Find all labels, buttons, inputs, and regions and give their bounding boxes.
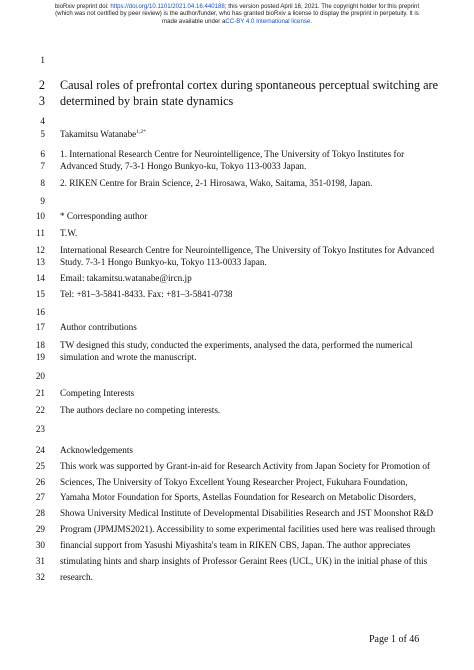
line-text-content: research. <box>60 572 93 582</box>
line-text-content: International Research Centre for Neurointelligence, The University of Tokyo Institutes for Advanced <box>60 245 435 255</box>
line-text <box>60 540 410 551</box>
line-text-content: Competing Interests <box>60 388 135 398</box>
line-text <box>60 388 134 399</box>
line-text-content: The authors declare no competing interests. <box>60 405 221 415</box>
line-number: 22 <box>35 405 45 415</box>
line-text <box>60 352 197 363</box>
line-number: 8 <box>40 178 45 188</box>
line-text-content: Sciences, The University of Tokyo Excellent Young Researcher Project, Fukuhara Foundation, <box>60 477 408 487</box>
line-text-content: Author contributions <box>60 322 137 332</box>
line-number: 21 <box>35 388 45 398</box>
line-text-content: Email: takamitsu.watanabe@ircn.jp <box>60 273 192 283</box>
line-text-content: financial support from Yasushi Miyashita's team in RIKEN CBS, Japan. The author appreciates <box>60 540 411 550</box>
line-number: 17 <box>35 322 45 332</box>
line-text-content: stimulating hints and sharp insights of Professor Geraint Rees (UCL, UK) in the initial phase of this <box>60 556 428 566</box>
line-text-content: simulation and wrote the manuscript. <box>60 352 197 362</box>
line-number: 24 <box>35 445 45 455</box>
header-line-3 <box>20 18 454 25</box>
line-text <box>60 289 233 300</box>
line-text <box>60 322 137 333</box>
line-text <box>60 477 408 488</box>
line-number: 32 <box>35 572 45 582</box>
line-text <box>60 178 372 189</box>
line-text-content: * Corresponding author <box>60 211 148 221</box>
header-text: bioRxiv preprint doi: <box>54 3 111 10</box>
header-text: . <box>310 17 312 25</box>
line-text <box>60 445 133 456</box>
line-number: 26 <box>35 477 45 487</box>
preprint-header <box>20 3 454 25</box>
license-link[interactable]: CC-BY 4.0 International license <box>225 17 311 25</box>
line-number: 2 <box>38 78 45 92</box>
line-text-content: Showa University Medical Institute of Developmental Disabilities Research and JST Moonshot R&D <box>60 508 434 518</box>
line-text-content: Causal roles of prefrontal cortex during spontaneous perceptual switching are <box>60 78 439 92</box>
line-text-content: Acknowledgements <box>60 445 133 455</box>
line-number: 14 <box>35 273 45 283</box>
line-text <box>60 80 438 91</box>
header-text: made available under a <box>162 17 226 25</box>
line-number: 3 <box>38 94 45 108</box>
line-number: 29 <box>35 524 45 534</box>
line-number: 20 <box>35 371 45 381</box>
line-text <box>60 96 233 107</box>
line-number: 7 <box>40 161 45 171</box>
line-text <box>60 245 434 256</box>
line-text <box>60 129 146 140</box>
header-line-1 <box>20 3 454 10</box>
line-number: 16 <box>35 307 45 317</box>
line-text <box>60 524 435 535</box>
line-number: 12 <box>35 245 45 255</box>
line-text-content: 2. RIKEN Centre for Brain Science, 2-1 Hirosawa, Wako, Saitama, 351-0198, Japan. <box>60 178 373 188</box>
line-text <box>60 405 220 416</box>
line-number: 6 <box>40 149 45 159</box>
line-number: 28 <box>35 508 45 518</box>
line-text-content: 1. International Research Centre for Neurointelligence, The University of Tokyo Institutes for <box>60 149 405 159</box>
line-text-content: Tel: +81–3-5841-8433. Fax: +81–3-5841-0738 <box>60 289 233 299</box>
line-text <box>60 161 306 172</box>
line-text <box>60 508 433 519</box>
line-text <box>60 273 192 284</box>
line-number: 19 <box>35 352 45 362</box>
line-text <box>60 149 404 160</box>
line-number: 25 <box>35 461 45 471</box>
line-text-content: Program (JPMJMS2021). Accessibility to some experimental facilities used here was realised through <box>60 524 436 534</box>
line-number: 27 <box>35 492 45 502</box>
line-number: 15 <box>35 289 45 299</box>
line-text <box>60 556 427 567</box>
line-text <box>60 228 77 239</box>
line-text <box>60 257 267 268</box>
line-number: 13 <box>35 257 45 267</box>
header-text: ; this version posted April 16, 2021. The copyright holder for this preprint <box>224 3 420 10</box>
line-text-content: This work was supported by Grant-in-aid for Research Activity from Japan Society for Promotion of <box>60 461 430 471</box>
line-number: 5 <box>40 129 45 139</box>
line-number: 18 <box>35 340 45 350</box>
line-number: 4 <box>40 116 45 126</box>
line-number: 10 <box>35 211 45 221</box>
line-number: 9 <box>40 196 45 206</box>
line-text-content: TW designed this study, conducted the experiments, analysed the data, performed the numerical <box>60 340 413 350</box>
line-text-content: Yamaha Motor Foundation for Sports, Astellas Foundation for Research on Metabolic Disorders, <box>60 492 417 502</box>
line-text-content: T.W. <box>60 228 78 238</box>
line-text-content: determined by brain state dynamics <box>60 94 234 108</box>
line-text-content: Takamitsu Watanabe <box>60 129 137 139</box>
line-number: 31 <box>35 556 45 566</box>
header-line-2: (which was not certified by peer review) is the author/funder, who has granted bioRxiv a license to display the preprint in perpetuity. It is <box>55 10 419 18</box>
line-text <box>60 492 416 503</box>
line-number: 11 <box>36 228 45 238</box>
page-number: Page 1 of 46 <box>369 634 420 645</box>
line-text <box>60 572 93 583</box>
line-text <box>60 211 147 222</box>
doi-link[interactable]: https://doi.org/10.1101/2021.04.16.440188 <box>110 3 225 10</box>
line-number: 1 <box>40 55 45 65</box>
line-number: 30 <box>35 540 45 550</box>
line-text-content: Advanced Study, 7-3-1 Hongo Bunkyo-ku, Tokyo 113-0033 Japan. <box>60 161 307 171</box>
line-number: 23 <box>35 424 45 434</box>
line-text <box>60 461 430 472</box>
line-text-content: Study. 7-3-1 Hongo Bunkyo-ku, Tokyo 113-0033 Japan. <box>60 257 267 267</box>
affiliation-superscript: 1,2* <box>136 129 146 135</box>
line-text <box>60 340 413 351</box>
